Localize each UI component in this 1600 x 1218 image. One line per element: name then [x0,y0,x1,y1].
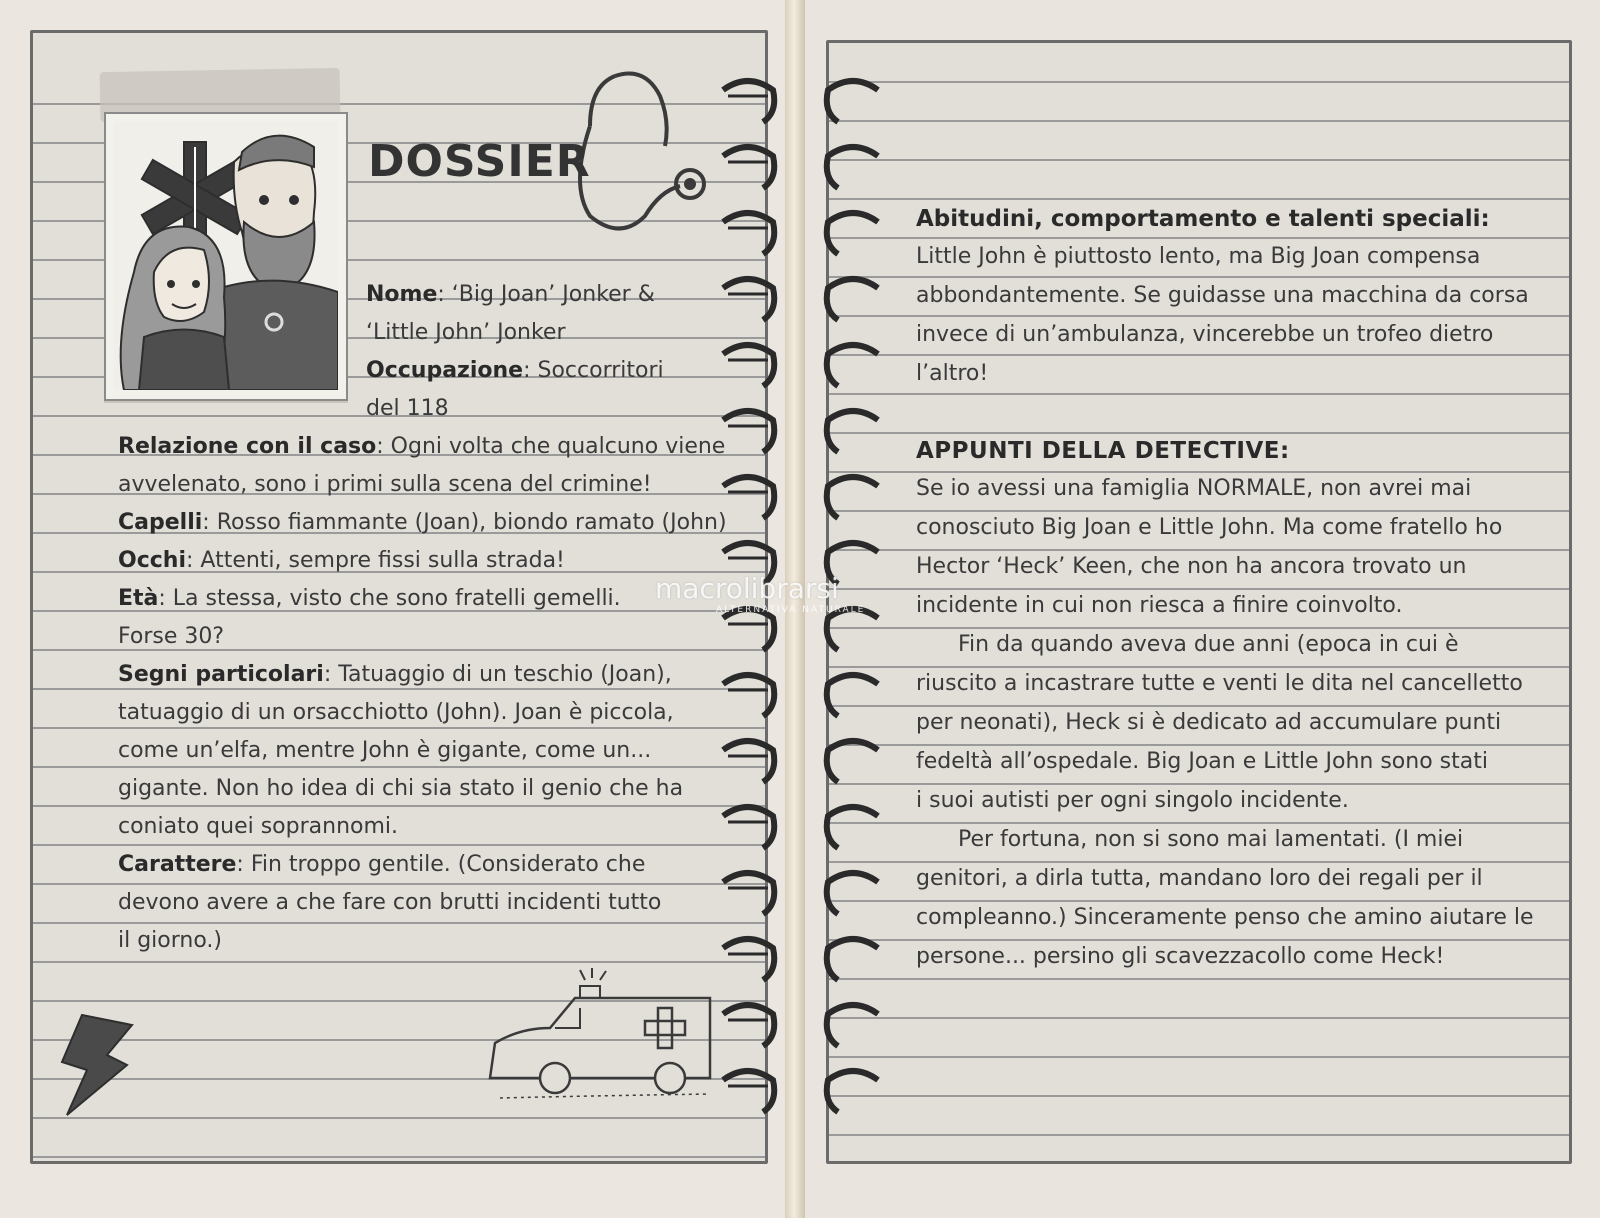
spiral-ring-left [723,1071,774,1112]
lightning-icon [52,1010,142,1120]
relazione-line-2: avvelenato, sono i primi sulla scena del crimine! [118,472,652,497]
spiral-ring-left [723,411,774,452]
eta-line-2: Forse 30? [118,624,225,649]
spiral-ring-right [827,1005,878,1046]
eta-value: : La stessa, visto che sono fratelli gemelli. [158,586,621,611]
appunti-line-3: Hector ‘Heck’ Keen, che non ha ancora trovato un [916,554,1467,579]
segni-value: : Tatuaggio di un teschio (Joan), [323,662,672,687]
spiral-ring-right [827,609,878,650]
appunti-line-13: persone... persino gli scavezzacollo come Heck! [916,944,1445,969]
abitudini-line-3: invece di un’ambulanza, vincerebbe un trofeo dietro [916,322,1494,347]
spiral-ring-right [827,807,878,848]
segni-line-3: come un’elfa, mentre John è gigante, come un... [118,738,652,763]
appunti-line-12: compleanno.) Sinceramente penso che amino aiutare le [916,905,1534,930]
watermark-subtitle: ALTERNATIVA NATURALE [716,605,866,615]
eta-line [118,584,621,614]
segni-line-2: tatuaggio di un orsacchiotto (John). Joan è piccola, [118,700,674,725]
spiral-ring-right [827,213,878,254]
abitudini-line-4: l’altro! [916,361,989,386]
spiral-ring-left [723,939,774,980]
occhi-label: Occhi [118,548,186,573]
watermark: macrolibrarsi [655,572,839,605]
carattere-label: Carattere [118,852,237,877]
carattere-value: : Fin troppo gentile. (Considerato che [236,852,646,877]
occupazione-label: Occupazione [366,358,524,383]
appunti-heading: APPUNTI DELLA DETECTIVE: [916,438,1290,464]
paramedics-photo [104,112,348,401]
occupazione-line-2: del 118 [366,396,449,421]
spiral-ring-right [827,411,878,452]
segni-line [118,660,672,690]
spiral-ring-right [827,873,878,914]
nome-line-2: ‘Little John’ Jonker [366,320,566,345]
segni-line-4: gigante. Non ho idea di chi sia stato il genio che ha [118,776,684,801]
segni-line-5: coniato quei soprannomi. [118,814,399,839]
occhi-line [118,546,565,576]
appunti-line-8: fedeltà all’ospedale. Big Joan e Little John sono stati [916,749,1488,774]
appunti-line-9: i suoi autisti per ogni singolo incidente. [916,788,1349,813]
spiral-ring-right [827,477,878,518]
occupazione-line [366,356,664,386]
carattere-line [118,850,645,880]
spiral-ring-left [723,345,774,386]
spiral-ring-right [827,675,878,716]
capelli-line [118,508,727,538]
spiral-ring-left [723,213,774,254]
relazione-value: : Ogni volta che qualcuno viene [376,434,726,459]
appunti-line-4: incidente in cui non riesca a finire coinvolto. [916,593,1403,618]
spiral-ring-left [723,741,774,782]
spiral-ring-left [723,81,774,122]
nome-value: : ‘Big Joan’ Jonker & [437,282,655,307]
eta-label: Età [118,586,159,611]
appunti-line-10: Per fortuna, non si sono mai lamentati. (I miei [958,827,1464,852]
nome-label: Nome [366,282,438,307]
abitudini-line-1: Little John è piuttosto lento, ma Big Joan compensa [916,244,1481,269]
appunti-line-1: Se io avessi una famiglia NORMALE, non avrei mai [916,476,1472,501]
appunti-line-2: conosciuto Big Joan e Little John. Ma come fratello ho [916,515,1503,540]
spiral-ring-right [827,741,878,782]
spiral-ring-right [827,279,878,320]
spiral-ring-right [827,939,878,980]
capelli-value: : Rosso fiammante (Joan), biondo ramato (John) [202,510,727,535]
ambulance-icon [480,968,720,1108]
occupazione-value: : Soccorritori [523,358,664,383]
paramedics-illustration [114,122,338,390]
spiral-ring-left [723,147,774,188]
spiral-ring-left [723,675,774,716]
spiral-ring-left [723,807,774,848]
spiral-ring-left [723,279,774,320]
spiral-ring-left [723,873,774,914]
appunti-line-5: Fin da quando aveva due anni (epoca in cui è [958,632,1459,657]
capelli-label: Capelli [118,510,203,535]
spiral-ring-right [827,81,878,122]
stethoscope-icon [570,66,720,246]
appunti-line-11: genitori, a dirla tutta, mandano loro dei regali per il [916,866,1483,891]
relazione-line [118,432,725,462]
occhi-value: : Attenti, sempre fissi sulla strada! [186,548,565,573]
carattere-line-3: il giorno.) [118,928,223,953]
abitudini-line-2: abbondantemente. Se guidasse una macchina da corsa [916,283,1529,308]
appunti-line-6: riuscito a incastrare tutte e venti le dita nel cancelletto [916,671,1523,696]
carattere-line-2: devono avere a che fare con brutti incidenti tutto [118,890,662,915]
spiral-ring-right [827,345,878,386]
segni-label: Segni particolari [118,662,324,687]
relazione-label: Relazione con il caso [118,434,377,459]
spiral-ring-right [827,1071,878,1112]
spiral-ring-left [723,1005,774,1046]
abitudini-heading: Abitudini, comportamento e talenti speciali: [916,206,1490,232]
spiral-ring-left [723,477,774,518]
spiral-ring-right [827,147,878,188]
nome-line [366,280,655,310]
appunti-line-7: per neonati), Heck si è dedicato ad accumulare punti [916,710,1502,735]
page-title: DOSSIER [368,136,591,187]
spiral-ring-left [723,609,774,650]
